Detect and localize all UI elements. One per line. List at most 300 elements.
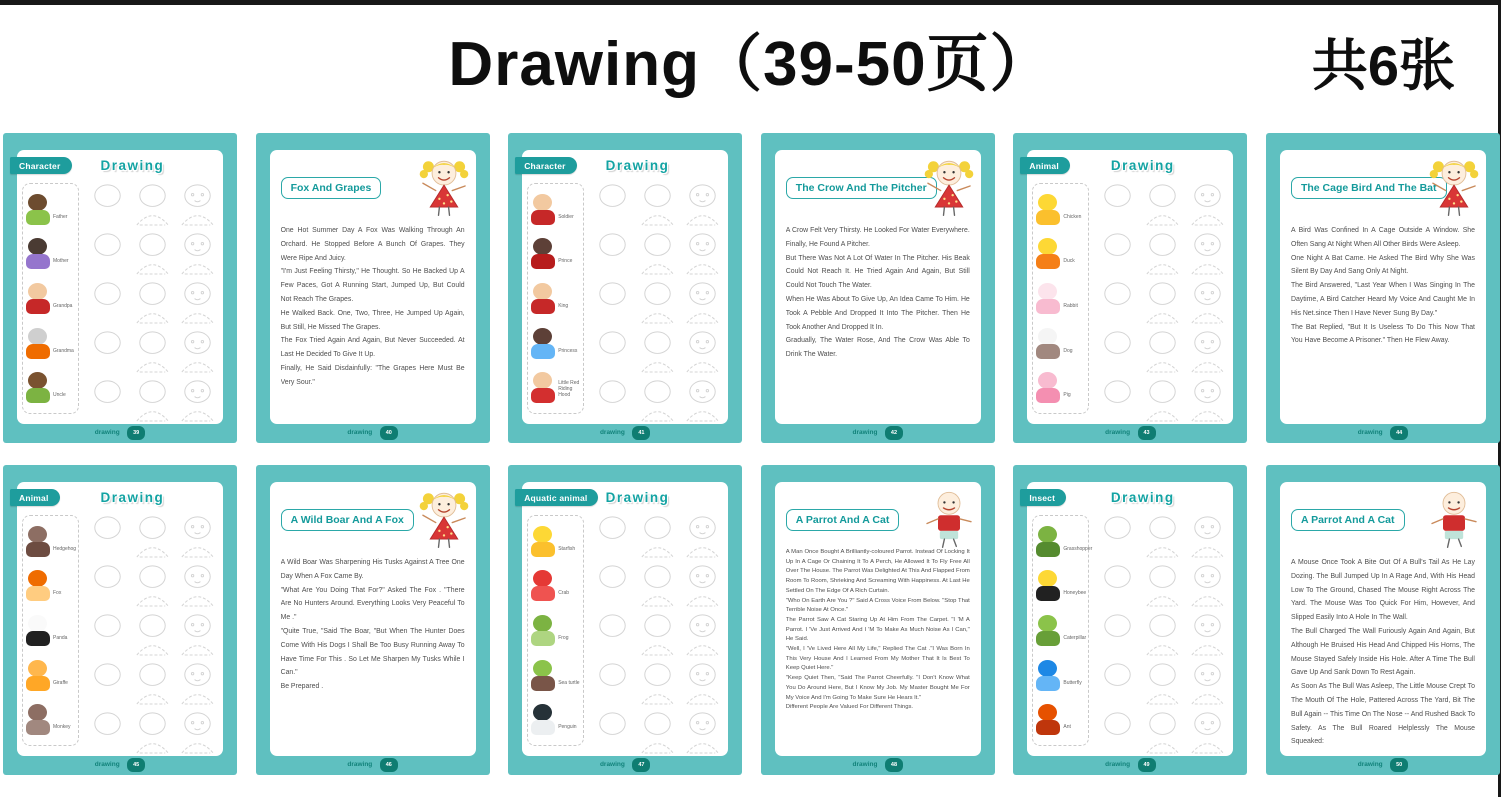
page-footer [1013, 426, 1247, 440]
character-thumbnail [1035, 615, 1061, 646]
sketch-cell [85, 709, 130, 758]
sample-item [530, 660, 581, 691]
sketch-outline [130, 513, 175, 562]
sketch-cell [1185, 181, 1230, 230]
page-number-badge: 42 [885, 426, 903, 440]
sketch-outline [635, 709, 680, 758]
sketch-outline [590, 377, 635, 426]
story-text [281, 556, 465, 750]
sketch-outline [680, 562, 725, 611]
sample-item [1035, 704, 1086, 735]
sketch-outline [130, 328, 175, 377]
sketch-cell [635, 660, 680, 709]
sample-item-label: Crab [558, 590, 570, 597]
sketch-outline [1095, 562, 1140, 611]
sketch-cell [175, 377, 220, 426]
workbook-page-card-story[interactable] [1266, 133, 1500, 443]
sketch-cell [1140, 377, 1185, 426]
sketch-cell [175, 611, 220, 660]
sample-item-label: Caterpillar [1063, 634, 1087, 641]
story-paragraph: "What Are You Doing That For?" Asked The Fox . "There Are No Hunters Around. Everything Looks Very Peaceful To Me ." [280, 586, 465, 622]
sketch-outline [1140, 709, 1185, 758]
sample-item [1035, 328, 1086, 359]
sample-item-label: Panda [53, 634, 68, 641]
sketch-outline [85, 328, 130, 377]
page-footer [761, 758, 995, 772]
sample-item [25, 570, 76, 601]
footer-brand-label: drawing [347, 761, 373, 768]
sketch-cell [635, 611, 680, 660]
sketch-outline [175, 562, 220, 611]
page-surface [522, 150, 728, 424]
character-thumbnail [1035, 660, 1061, 691]
category-tab: Aquatic animal [515, 489, 598, 506]
character-thumbnail [530, 704, 556, 735]
sample-item-label: Starfish [558, 545, 576, 552]
sketch-outline [680, 377, 725, 426]
sketch-outline [1095, 709, 1140, 758]
boy-mascot-illustration [1426, 485, 1482, 551]
sketch-outline [635, 513, 680, 562]
sketch-outline [85, 709, 130, 758]
sample-item [1035, 238, 1086, 269]
sketch-outline [1140, 513, 1185, 562]
character-thumbnail [530, 615, 556, 646]
sketch-cell [680, 660, 725, 709]
sketch-cell [175, 181, 220, 230]
story-paragraph: Be Prepared . [280, 683, 324, 691]
drawing-heading: Drawing [100, 490, 165, 505]
story-title-box: A Wild Boar And A Fox [281, 509, 414, 531]
sketch-cell [1185, 279, 1230, 328]
sketch-cell [590, 328, 635, 377]
sketch-outline [590, 611, 635, 660]
sketch-cell [680, 709, 725, 758]
sketch-cell [635, 377, 680, 426]
sketch-outline [680, 513, 725, 562]
story-title-box: A Parrot And A Cat [1291, 509, 1405, 531]
sketch-outline [635, 377, 680, 426]
sketch-cell [635, 328, 680, 377]
workbook-page-card-drawing[interactable] [1013, 465, 1247, 775]
sketch-outline [85, 513, 130, 562]
character-thumbnail [25, 570, 51, 601]
character-thumbnail [530, 194, 556, 225]
sketch-outline [590, 328, 635, 377]
sample-item-label: Little Red Riding Hood [558, 380, 580, 399]
sketch-cell [130, 181, 175, 230]
sketch-outline [85, 230, 130, 279]
girl-mascot-illustration [416, 153, 472, 219]
story-title-box: A Parrot And A Cat [786, 509, 900, 531]
character-thumbnail [530, 372, 556, 403]
sketch-cell [590, 513, 635, 562]
sample-item-label: Mother [53, 258, 69, 265]
story-paragraph: The Fox Tried Again And Again, But Never Succeeded. At Last He Decided To Give It Up. [280, 337, 465, 359]
girl-mascot-illustration [1426, 153, 1482, 219]
page-footer [761, 426, 995, 440]
story-title-box: The Cage Bird And The Bat [1291, 177, 1447, 199]
sketch-cell [1095, 279, 1140, 328]
girl-mascot-illustration [921, 153, 977, 219]
character-thumbnail [1035, 283, 1061, 314]
sketch-cell [130, 513, 175, 562]
sketch-cell [635, 562, 680, 611]
sample-item [1035, 615, 1086, 646]
sketch-cell [130, 562, 175, 611]
sketch-cell [1185, 230, 1230, 279]
sketch-outline [85, 562, 130, 611]
sketch-outline [1185, 709, 1230, 758]
sketch-outline [85, 611, 130, 660]
story-text [786, 224, 970, 418]
story-paragraph: He Walked Back. One, Two, Three, He Jumped Up Again, But Still, He Missed The Grapes. [280, 309, 465, 331]
footer-brand-label: drawing [852, 429, 878, 436]
sketch-cell [680, 181, 725, 230]
story-text [281, 224, 465, 418]
story-paragraph: A Wild Boar Was Sharpening His Tusks Against A Tree One Day When A Fox Came By. [280, 559, 465, 580]
sketch-outline [680, 709, 725, 758]
category-tab: Insect [1020, 489, 1066, 506]
sketch-outline [85, 377, 130, 426]
sketch-cell [175, 562, 220, 611]
sketch-grid [85, 181, 220, 416]
story-paragraph: But There Was Not A Lot Of Water In The Pitcher. His Beak Could Not Reach It. He Tried Again And Again, But Still Could Not Touch The Water. [785, 254, 970, 290]
workbook-page-card-drawing[interactable] [1013, 133, 1247, 443]
sketch-outline [590, 230, 635, 279]
page-surface [775, 150, 981, 424]
top-border-bar [0, 0, 1501, 5]
sheet-count-label: 共6张 [1311, 34, 1455, 97]
sketch-cell [85, 230, 130, 279]
sketch-grid [1095, 181, 1230, 416]
sketch-outline [590, 660, 635, 709]
pages-grid [3, 133, 1500, 775]
sketch-outline [590, 279, 635, 328]
sketch-outline [635, 611, 680, 660]
sketch-cell [1140, 611, 1185, 660]
sample-item-label: Chicken [1063, 213, 1082, 220]
page-footer [3, 758, 237, 772]
story-paragraph: The Parrot Saw A Cat Staring Up At Him From The Carpet. "I 'M A Parrot. I 'Ve Just Arrived And I 'M To Make As Much Noise As I Can," He Said. [785, 616, 970, 643]
sketch-cell [85, 377, 130, 426]
sketch-cell [1140, 660, 1185, 709]
sample-item-label: Hedgehog [53, 545, 77, 552]
story-paragraph: A Mouse Once Took A Bite Out Of A Bull's Tail As He Lay Dozing. The Bull Jumped Up In A Rage And, With His Head Low To The Ground, Chased The Mouse Right Across The Yard. The Mouse Was Too Quick For Him, However, And Slipped Easily Into A Hole In The Wall. [1290, 559, 1475, 622]
sketch-outline [130, 709, 175, 758]
sample-item-label: Princess [558, 347, 578, 354]
story-paragraph: One Night A Bat Came. He Asked The Bird Why She Was Silent By Day And Sang Only At Night. [1290, 254, 1475, 276]
category-tab: Animal [1020, 157, 1070, 174]
page-footer [256, 426, 490, 440]
sketch-cell [1140, 328, 1185, 377]
sketch-outline [85, 279, 130, 328]
character-thumbnail [530, 328, 556, 359]
page-surface [522, 482, 728, 756]
sample-column [527, 183, 584, 414]
sketch-cell [590, 660, 635, 709]
sketch-outline [590, 513, 635, 562]
page-number-badge: 45 [127, 758, 145, 772]
sketch-outline [1185, 279, 1230, 328]
sketch-cell [1140, 181, 1185, 230]
sketch-cell [590, 279, 635, 328]
footer-brand-label: drawing [94, 429, 120, 436]
sketch-outline [635, 328, 680, 377]
drawing-heading: Drawing [605, 490, 670, 505]
sketch-cell [1185, 611, 1230, 660]
sample-item-label: Rabbit [1063, 302, 1078, 309]
workbook-page-card-story[interactable] [256, 133, 490, 443]
page-footer [3, 426, 237, 440]
sketch-cell [1185, 377, 1230, 426]
sketch-outline [1140, 279, 1185, 328]
sketch-cell [680, 279, 725, 328]
drawing-heading: Drawing [100, 158, 165, 173]
sketch-outline [175, 279, 220, 328]
story-paragraph: Different People Are Valued For Different Things. [785, 704, 914, 711]
page-surface [17, 150, 223, 424]
sketch-outline [635, 230, 680, 279]
sketch-outline [175, 181, 220, 230]
sketch-outline [1095, 230, 1140, 279]
sketch-cell [85, 513, 130, 562]
page-surface [1027, 482, 1233, 756]
character-thumbnail [25, 194, 51, 225]
page-footer [1266, 758, 1500, 772]
workbook-page-card-drawing[interactable] [3, 465, 237, 775]
page-number-badge: 48 [885, 758, 903, 772]
sketch-cell [1095, 709, 1140, 758]
workbook-page-card-drawing[interactable] [508, 465, 742, 775]
sketch-outline [1140, 562, 1185, 611]
sketch-cell [1140, 513, 1185, 562]
story-title-box: The Crow And The Pitcher [786, 177, 937, 199]
page-number-badge: 41 [632, 426, 650, 440]
page-number-badge: 39 [127, 426, 145, 440]
sample-item [530, 328, 581, 359]
sketch-cell [1095, 611, 1140, 660]
sketch-outline [130, 181, 175, 230]
story-paragraph: "Quite True, "Said The Boar, "But When The Hunter Does Come With His Dogs I Shall Be Too Busy Running Away To Have Time For This . So Let Me Sharpen My Tusks While I Can." [280, 627, 465, 677]
page-surface [17, 482, 223, 756]
story-paragraph [1291, 749, 1475, 750]
story-title-box: Fox And Grapes [281, 177, 382, 199]
story-paragraph: As Soon As The Bull Was Asleep, The Little Mouse Crept To The Mouth Of The Hole, Pattered Across The Yard, Bit The Bull Again -- This Time On The Nose -- And Rushed Back To Safety. As The Bull Roared Helplessly The Mouse Squeaked: [1290, 683, 1475, 746]
sketch-outline [130, 230, 175, 279]
sketch-outline [1185, 562, 1230, 611]
page-surface [270, 482, 476, 756]
drawing-heading: Drawing [605, 158, 670, 173]
sketch-outline [1095, 513, 1140, 562]
drawing-heading: Drawing [1110, 490, 1175, 505]
sketch-cell [1095, 562, 1140, 611]
sketch-outline [1095, 328, 1140, 377]
sketch-cell [1185, 709, 1230, 758]
story-paragraph: The Bat Replied, "But It Is Useless To Do This Now That You Have Become A Prisoner." Then He Flew Away. [1290, 323, 1475, 345]
sample-item [25, 526, 76, 557]
drawing-heading: Drawing [1110, 158, 1175, 173]
sample-item [25, 704, 76, 735]
story-text [1291, 224, 1475, 418]
sketch-cell [635, 279, 680, 328]
sample-item [25, 660, 76, 691]
boy-mascot-illustration [921, 485, 977, 551]
sketch-grid [590, 181, 725, 416]
sketch-cell [680, 611, 725, 660]
sketch-outline [175, 660, 220, 709]
story-text [1291, 556, 1475, 750]
sketch-cell [175, 709, 220, 758]
sketch-outline [130, 279, 175, 328]
character-thumbnail [1035, 194, 1061, 225]
sketch-outline [85, 660, 130, 709]
page-footer [508, 758, 742, 772]
sketch-outline [130, 611, 175, 660]
footer-brand-label: drawing [599, 761, 625, 768]
sketch-outline [1140, 660, 1185, 709]
workbook-page-card-story[interactable] [761, 133, 995, 443]
workbook-page-card-drawing[interactable] [508, 133, 742, 443]
sample-item-label: Honeybee [1063, 590, 1087, 597]
page-footer [1266, 426, 1500, 440]
story-paragraph: Finally, He Said Disdainfully: "The Grapes Here Must Be Very Sour." [280, 364, 465, 386]
sketch-cell [175, 660, 220, 709]
sketch-cell [130, 279, 175, 328]
sketch-cell [85, 611, 130, 660]
workbook-page-card-story[interactable] [761, 465, 995, 775]
sketch-outline [1095, 660, 1140, 709]
sketch-cell [130, 377, 175, 426]
sketch-cell [175, 279, 220, 328]
page-number-badge: 40 [380, 426, 398, 440]
character-thumbnail [25, 526, 51, 557]
sketch-cell [85, 279, 130, 328]
character-thumbnail [530, 660, 556, 691]
sketch-outline [635, 279, 680, 328]
sample-item [1035, 526, 1093, 557]
sketch-cell [85, 328, 130, 377]
sample-item-label: Giraffe [53, 679, 68, 686]
sketch-outline [1140, 181, 1185, 230]
sketch-outline [590, 562, 635, 611]
sketch-cell [590, 611, 635, 660]
sample-item [1035, 570, 1086, 601]
sample-column [22, 515, 79, 746]
page-number-badge: 50 [1390, 758, 1408, 772]
sample-item [530, 372, 581, 403]
footer-brand-label: drawing [852, 761, 878, 768]
page-surface [1027, 150, 1233, 424]
sketch-outline [1185, 611, 1230, 660]
sketch-outline [175, 513, 220, 562]
page-surface [1280, 150, 1486, 424]
character-thumbnail [1035, 328, 1061, 359]
footer-brand-label: drawing [347, 429, 373, 436]
category-tab: Character [515, 157, 577, 174]
sample-item [1035, 283, 1086, 314]
sample-item [1035, 660, 1086, 691]
sketch-cell [1185, 513, 1230, 562]
sketch-cell [175, 513, 220, 562]
sketch-cell [680, 328, 725, 377]
sample-item-label: Prince [558, 258, 573, 265]
sample-item [25, 328, 76, 359]
sample-item [530, 238, 581, 269]
sketch-cell [590, 562, 635, 611]
sketch-outline [1095, 279, 1140, 328]
footer-brand-label: drawing [1357, 429, 1383, 436]
story-paragraph: "Well, I 'Ve Lived Here All My Life," Replied The Cat ."I Was Born In This Very House And I Learned From My Mother That It Is Best To Keep Quiet Here." [785, 646, 970, 672]
sample-item-label: Penguin [558, 724, 577, 731]
sketch-outline [680, 611, 725, 660]
workbook-page-card-drawing[interactable] [3, 133, 237, 443]
story-paragraph: A Crow Felt Very Thirsty. He Looked For Water Everywhere. Finally, He Found A Pitcher. [785, 227, 970, 248]
footer-brand-label: drawing [1105, 429, 1131, 436]
sketch-outline [635, 181, 680, 230]
sketch-cell [680, 562, 725, 611]
sample-column [1032, 515, 1093, 746]
page-number-badge: 49 [1138, 758, 1156, 772]
sketch-cell [1140, 709, 1185, 758]
sample-item [25, 283, 76, 314]
workbook-page-card-story[interactable] [1266, 465, 1500, 775]
sample-item [530, 570, 581, 601]
character-thumbnail [25, 283, 51, 314]
footer-brand-label: drawing [599, 429, 625, 436]
sketch-cell [130, 660, 175, 709]
sketch-cell [1140, 279, 1185, 328]
sketch-outline [85, 181, 130, 230]
sample-item-label: Duck [1063, 258, 1075, 265]
footer-brand-label: drawing [94, 761, 120, 768]
story-paragraph: "Keep Quiet Then, "Said The Parrot Cheerfully. "I Don't Know What You Do Around Here, But I Know My Job. My Master Bought Me For My Voice And I'm Going To Make Sure He Hears It." [785, 675, 970, 701]
sample-item-label: Pig [1063, 392, 1071, 399]
footer-brand-label: drawing [1357, 761, 1383, 768]
character-thumbnail [1035, 372, 1061, 403]
character-thumbnail [1035, 570, 1061, 601]
page-surface [1280, 482, 1486, 756]
page-footer [1013, 758, 1247, 772]
sketch-outline [1095, 611, 1140, 660]
sketch-cell [635, 230, 680, 279]
sketch-cell [590, 377, 635, 426]
girl-mascot-illustration [416, 485, 472, 551]
sketch-outline [175, 328, 220, 377]
sketch-cell [1140, 230, 1185, 279]
story-paragraph: The Bird Answered, "Last Year When I Was Singing In The Daytime, A Bird Catcher Heard My Voice And Caught Me In His Net.since Then I Have Never Sung By Day." [1290, 282, 1475, 317]
sketch-cell [590, 709, 635, 758]
sample-column [1032, 183, 1089, 414]
sketch-outline [1185, 181, 1230, 230]
sketch-outline [1095, 181, 1140, 230]
sketch-outline [1185, 513, 1230, 562]
sample-item-label: Grandpa [53, 302, 73, 309]
sketch-cell [590, 230, 635, 279]
workbook-page-card-story[interactable] [256, 465, 490, 775]
sketch-outline [680, 660, 725, 709]
sample-item-label: Frog [558, 634, 569, 641]
footer-brand-label: drawing [1105, 761, 1131, 768]
sketch-cell [1095, 660, 1140, 709]
sample-item [1035, 194, 1086, 225]
sketch-cell [635, 181, 680, 230]
sample-item-label: Fox [53, 590, 62, 597]
category-tab: Character [10, 157, 72, 174]
story-text [786, 548, 970, 750]
sample-item-label: Ant [1063, 724, 1071, 731]
sketch-grid [1095, 513, 1230, 748]
